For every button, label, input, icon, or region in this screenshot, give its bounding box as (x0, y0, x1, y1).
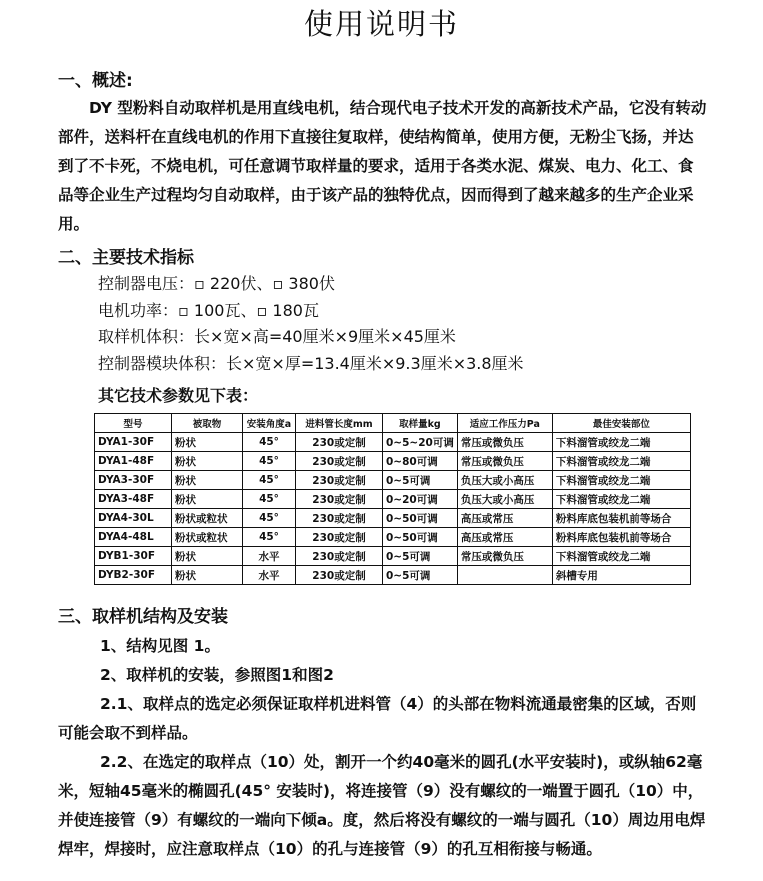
cell-sample-amount: 0~80可调 (383, 452, 458, 471)
params-table (94, 413, 691, 585)
cell-location: 下料溜管或绞龙二端 (552, 452, 690, 471)
cell-location: 下料溜管或绞龙二端 (552, 547, 690, 566)
cell-pipe-length: 230或定制 (296, 433, 383, 452)
cell-angle: 水平 (243, 547, 296, 566)
cell-material: 粉状 (172, 433, 243, 452)
cell-sample-amount: 0~20可调 (383, 490, 458, 509)
cell-angle: 45° (243, 509, 296, 528)
cell-model: DYA4-48L (95, 528, 172, 547)
cell-material: 粉状或粒状 (172, 509, 243, 528)
page-title: 使用说明书 (303, 7, 459, 41)
cell-location: 下料溜管或绞龙二端 (552, 471, 690, 490)
cell-pressure: 负压大或小高压 (457, 490, 552, 509)
install-heading: 三、取样机结构及安装 (58, 607, 228, 627)
cell-material: 粉状或粒状 (172, 528, 243, 547)
cell-sample-amount: 0~50可调 (383, 528, 458, 547)
cell-pipe-length: 230或定制 (296, 547, 383, 566)
cell-pipe-length: 230或定制 (296, 490, 383, 509)
cell-pressure: 常压或微负压 (457, 433, 552, 452)
install-item-2-2: 2.2、在选定的取样点（10）处，割开一个约40毫米的圆孔(水平安装时)，或纵轴62毫米，短轴45毫米的椭圆孔(45° 安装时)，将连接管（9）没有螺纹的一端置于圆孔（10）中，并使连接管（9）有螺纹的一端向下倾a。度，然后将没有螺纹的一端与圆孔（10）周边用电焊焊牢，焊接时，应注意取样点（10）的孔与连接管（9）的孔互相衔接与畅通。 (58, 753, 706, 858)
spec-item-power: 电机功率：▫ 100瓦、▫ 180瓦 (98, 300, 319, 320)
cell-angle: 45° (243, 490, 296, 509)
col-pipe-length: 进料管长度mm (296, 414, 383, 433)
cell-location: 下料溜管或绞龙二端 (552, 490, 690, 509)
table-row (95, 528, 691, 547)
cell-angle: 45° (243, 528, 296, 547)
cell-angle: 45° (243, 433, 296, 452)
cell-pipe-length: 230或定制 (296, 566, 383, 585)
install-section (58, 603, 708, 864)
cell-sample-amount: 0~5~20可调 (383, 433, 458, 452)
cell-material: 粉状 (172, 566, 243, 585)
cell-location: 粉料库底包装机前等场合 (552, 509, 690, 528)
cell-pressure: 负压大或小高压 (457, 471, 552, 490)
col-location: 最佳安装部位 (552, 414, 690, 433)
cell-pressure (457, 566, 552, 585)
spec-item-voltage: 控制器电压：▫ 220伏、▫ 380伏 (98, 274, 335, 293)
cell-material: 粉状 (172, 547, 243, 566)
col-model: 型号 (95, 414, 172, 433)
col-material: 被取物 (172, 414, 243, 433)
col-pressure: 适应工作压力Pa (457, 414, 552, 433)
cell-material: 粉状 (172, 452, 243, 471)
spec-item-sampler-size: 取样机体积：长×宽×高=40厘米×9厘米×45厘米 (98, 327, 456, 346)
spec-list (98, 271, 524, 377)
other-params-heading: 其它技术参数见下表： (98, 386, 259, 405)
cell-angle: 45° (243, 452, 296, 471)
cell-model: DYB1-30F (95, 547, 172, 566)
table-row (95, 509, 691, 528)
cell-angle: 水平 (243, 566, 296, 585)
cell-model: DYA1-30F (95, 433, 172, 452)
cell-pressure: 高压或常压 (457, 528, 552, 547)
cell-pipe-length: 230或定制 (296, 452, 383, 471)
table-row (95, 433, 691, 452)
spec-item-controller-size: 控制器模块体积：长×宽×厚=13.4厘米×9.3厘米×3.8厘米 (98, 353, 524, 373)
cell-model: DYB2-30F (95, 566, 172, 585)
cell-pressure: 常压或微负压 (457, 452, 552, 471)
table-row (95, 452, 691, 471)
cell-angle: 45° (243, 471, 296, 490)
overview-paragraph: DY 型粉料自动取样机是用直线电机，结合现代电子技术开发的高新技术产品，它没有转动部件，送料杆在直线电机的作用下直接往复取样，使结构简单，使用方便，无粉尘飞扬，并达到了不卡死，不烧电机，可任意调节取样量的要求，适用于各类水泥、煤炭、电力、化工、食品等企业生产过程均匀自动取样，由于该产品的独特优点，因而得到了越来越多的生产企业采用。 (58, 99, 707, 233)
cell-sample-amount: 0~5可调 (383, 471, 458, 490)
overview-body (58, 94, 708, 239)
specs-heading: 二、主要技术指标 (58, 248, 194, 268)
cell-material: 粉状 (172, 490, 243, 509)
cell-pressure: 高压或常压 (457, 509, 552, 528)
table-header-row (95, 414, 691, 433)
cell-pipe-length: 230或定制 (296, 471, 383, 490)
cell-material: 粉状 (172, 471, 243, 490)
table-row (95, 547, 691, 566)
install-item-1: 1、结构见图 1。 (100, 637, 220, 655)
cell-location: 粉料库底包装机前等场合 (552, 528, 690, 547)
install-item-2-1: 2.1、取样点的选定必须保证取样机进料管（4）的头部在物料流通最密集的区域，否则可能会取不到样品。 (58, 695, 697, 742)
table-row (95, 566, 691, 585)
cell-model: DYA3-48F (95, 490, 172, 509)
cell-sample-amount: 0~5可调 (383, 547, 458, 566)
cell-sample-amount: 0~50可调 (383, 509, 458, 528)
cell-model: DYA3-30F (95, 471, 172, 490)
cell-model: DYA4-30L (95, 509, 172, 528)
table-row (95, 471, 691, 490)
cell-pipe-length: 230或定制 (296, 528, 383, 547)
col-angle: 安装角度a (243, 414, 296, 433)
install-item-2: 2、取样机的安装，参照图1和图2 (100, 666, 334, 684)
overview-heading: 一、概述: (58, 71, 133, 91)
table-row (95, 490, 691, 509)
cell-sample-amount: 0~5可调 (383, 566, 458, 585)
cell-pressure: 常压或微负压 (457, 547, 552, 566)
col-sample-amount: 取样量kg (383, 414, 458, 433)
cell-pipe-length: 230或定制 (296, 509, 383, 528)
cell-location: 斜槽专用 (552, 566, 690, 585)
cell-model: DYA1-48F (95, 452, 172, 471)
cell-location: 下料溜管或绞龙二端 (552, 433, 690, 452)
